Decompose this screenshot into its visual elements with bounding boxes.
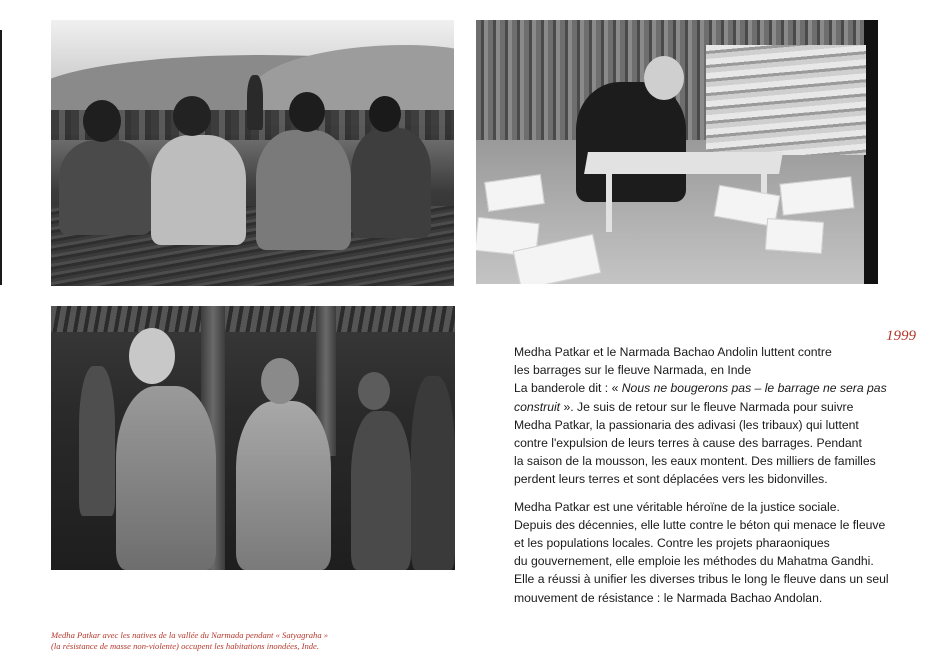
text-line: perdent leurs terres et sont déplacées vers les bidonvilles. xyxy=(514,472,828,487)
photo-head xyxy=(644,56,684,100)
banner-quote: Nous ne bougerons pas – le barrage ne sera pas xyxy=(621,381,887,396)
photo-villagers-meeting xyxy=(51,20,454,286)
photo-caption xyxy=(51,630,471,652)
text-line: mouvement de résistance : le Narmada Bachao Andolan. xyxy=(514,590,823,605)
photo-low-table xyxy=(584,152,783,174)
photo-bystander xyxy=(79,366,115,516)
photo-women-dancing xyxy=(51,306,455,570)
photo-head xyxy=(129,328,175,384)
photo-woman-writing xyxy=(476,20,878,284)
paragraph-1 xyxy=(514,343,904,489)
year-label: 1999 xyxy=(886,328,916,344)
text-line: Elle a réussi à unifier les diverses tribus le long le fleuve dans un seul xyxy=(514,572,889,587)
photo-woman-seated xyxy=(576,82,686,202)
page-edge-line xyxy=(0,30,2,285)
text-line: Medha Patkar et le Narmada Bachao Andolin luttent contre xyxy=(514,345,832,359)
photo-seated-man xyxy=(256,130,351,250)
photo-bystander xyxy=(411,376,455,570)
photo-head xyxy=(261,358,299,404)
text-run: ». Je suis de retour sur le fleuve Narmada pour suivre xyxy=(560,399,854,414)
text-line: les barrages sur le fleuve Narmada, en Inde xyxy=(514,363,752,378)
text-line: contre l'expulsion de leurs terres à cause des barrages. Pendant xyxy=(514,436,862,451)
paragraph-2 xyxy=(514,498,904,607)
photo-paper xyxy=(765,218,824,254)
text-line: Medha Patkar, la passionaria des adivasi (les tribaux) qui luttent xyxy=(514,417,859,432)
text-line: la saison de la mousson, les eaux montent. Des milliers de familles xyxy=(514,454,876,469)
photo-seated-man xyxy=(59,140,151,235)
photo-head xyxy=(173,96,211,136)
photo-woman-dancing xyxy=(236,401,331,570)
photo-head xyxy=(83,100,121,142)
photo-head xyxy=(358,372,390,410)
text-line: Depuis des décennies, elle lutte contre le béton qui menace le fleuve xyxy=(514,517,886,532)
photo-seated-man xyxy=(151,135,246,245)
photo-shadow xyxy=(864,20,878,284)
photo-seated-man xyxy=(351,128,431,238)
photo-standing-speaker xyxy=(247,75,263,130)
text-line xyxy=(514,379,904,397)
banner-quote-end: construit xyxy=(514,399,561,414)
text-line: et les populations locales. Contre les projets pharaoniques xyxy=(514,536,830,551)
photo-shelf-stack xyxy=(706,45,866,155)
photo-head xyxy=(289,92,325,132)
photo-woman-elder xyxy=(116,386,216,570)
article-body xyxy=(514,343,904,607)
text-line xyxy=(514,398,904,416)
text-line: Medha Patkar est une véritable héroïne de la justice sociale. xyxy=(514,499,840,514)
caption-line: Medha Patkar avec les natives de la vallée du Narmada pendant « Satyagraha » xyxy=(51,630,329,640)
text-line: du gouvernement, elle emploie les méthodes du Mahatma Gandhi. xyxy=(514,554,874,569)
photo-roof xyxy=(51,306,455,332)
photo-table-leg xyxy=(606,172,612,232)
text-run: La banderole dit : « xyxy=(514,381,622,396)
photo-head xyxy=(369,96,401,132)
caption-line: (la résistance de masse non-violente) occupent les habitations inondées, Inde. xyxy=(51,641,320,651)
photo-girl xyxy=(351,411,411,570)
